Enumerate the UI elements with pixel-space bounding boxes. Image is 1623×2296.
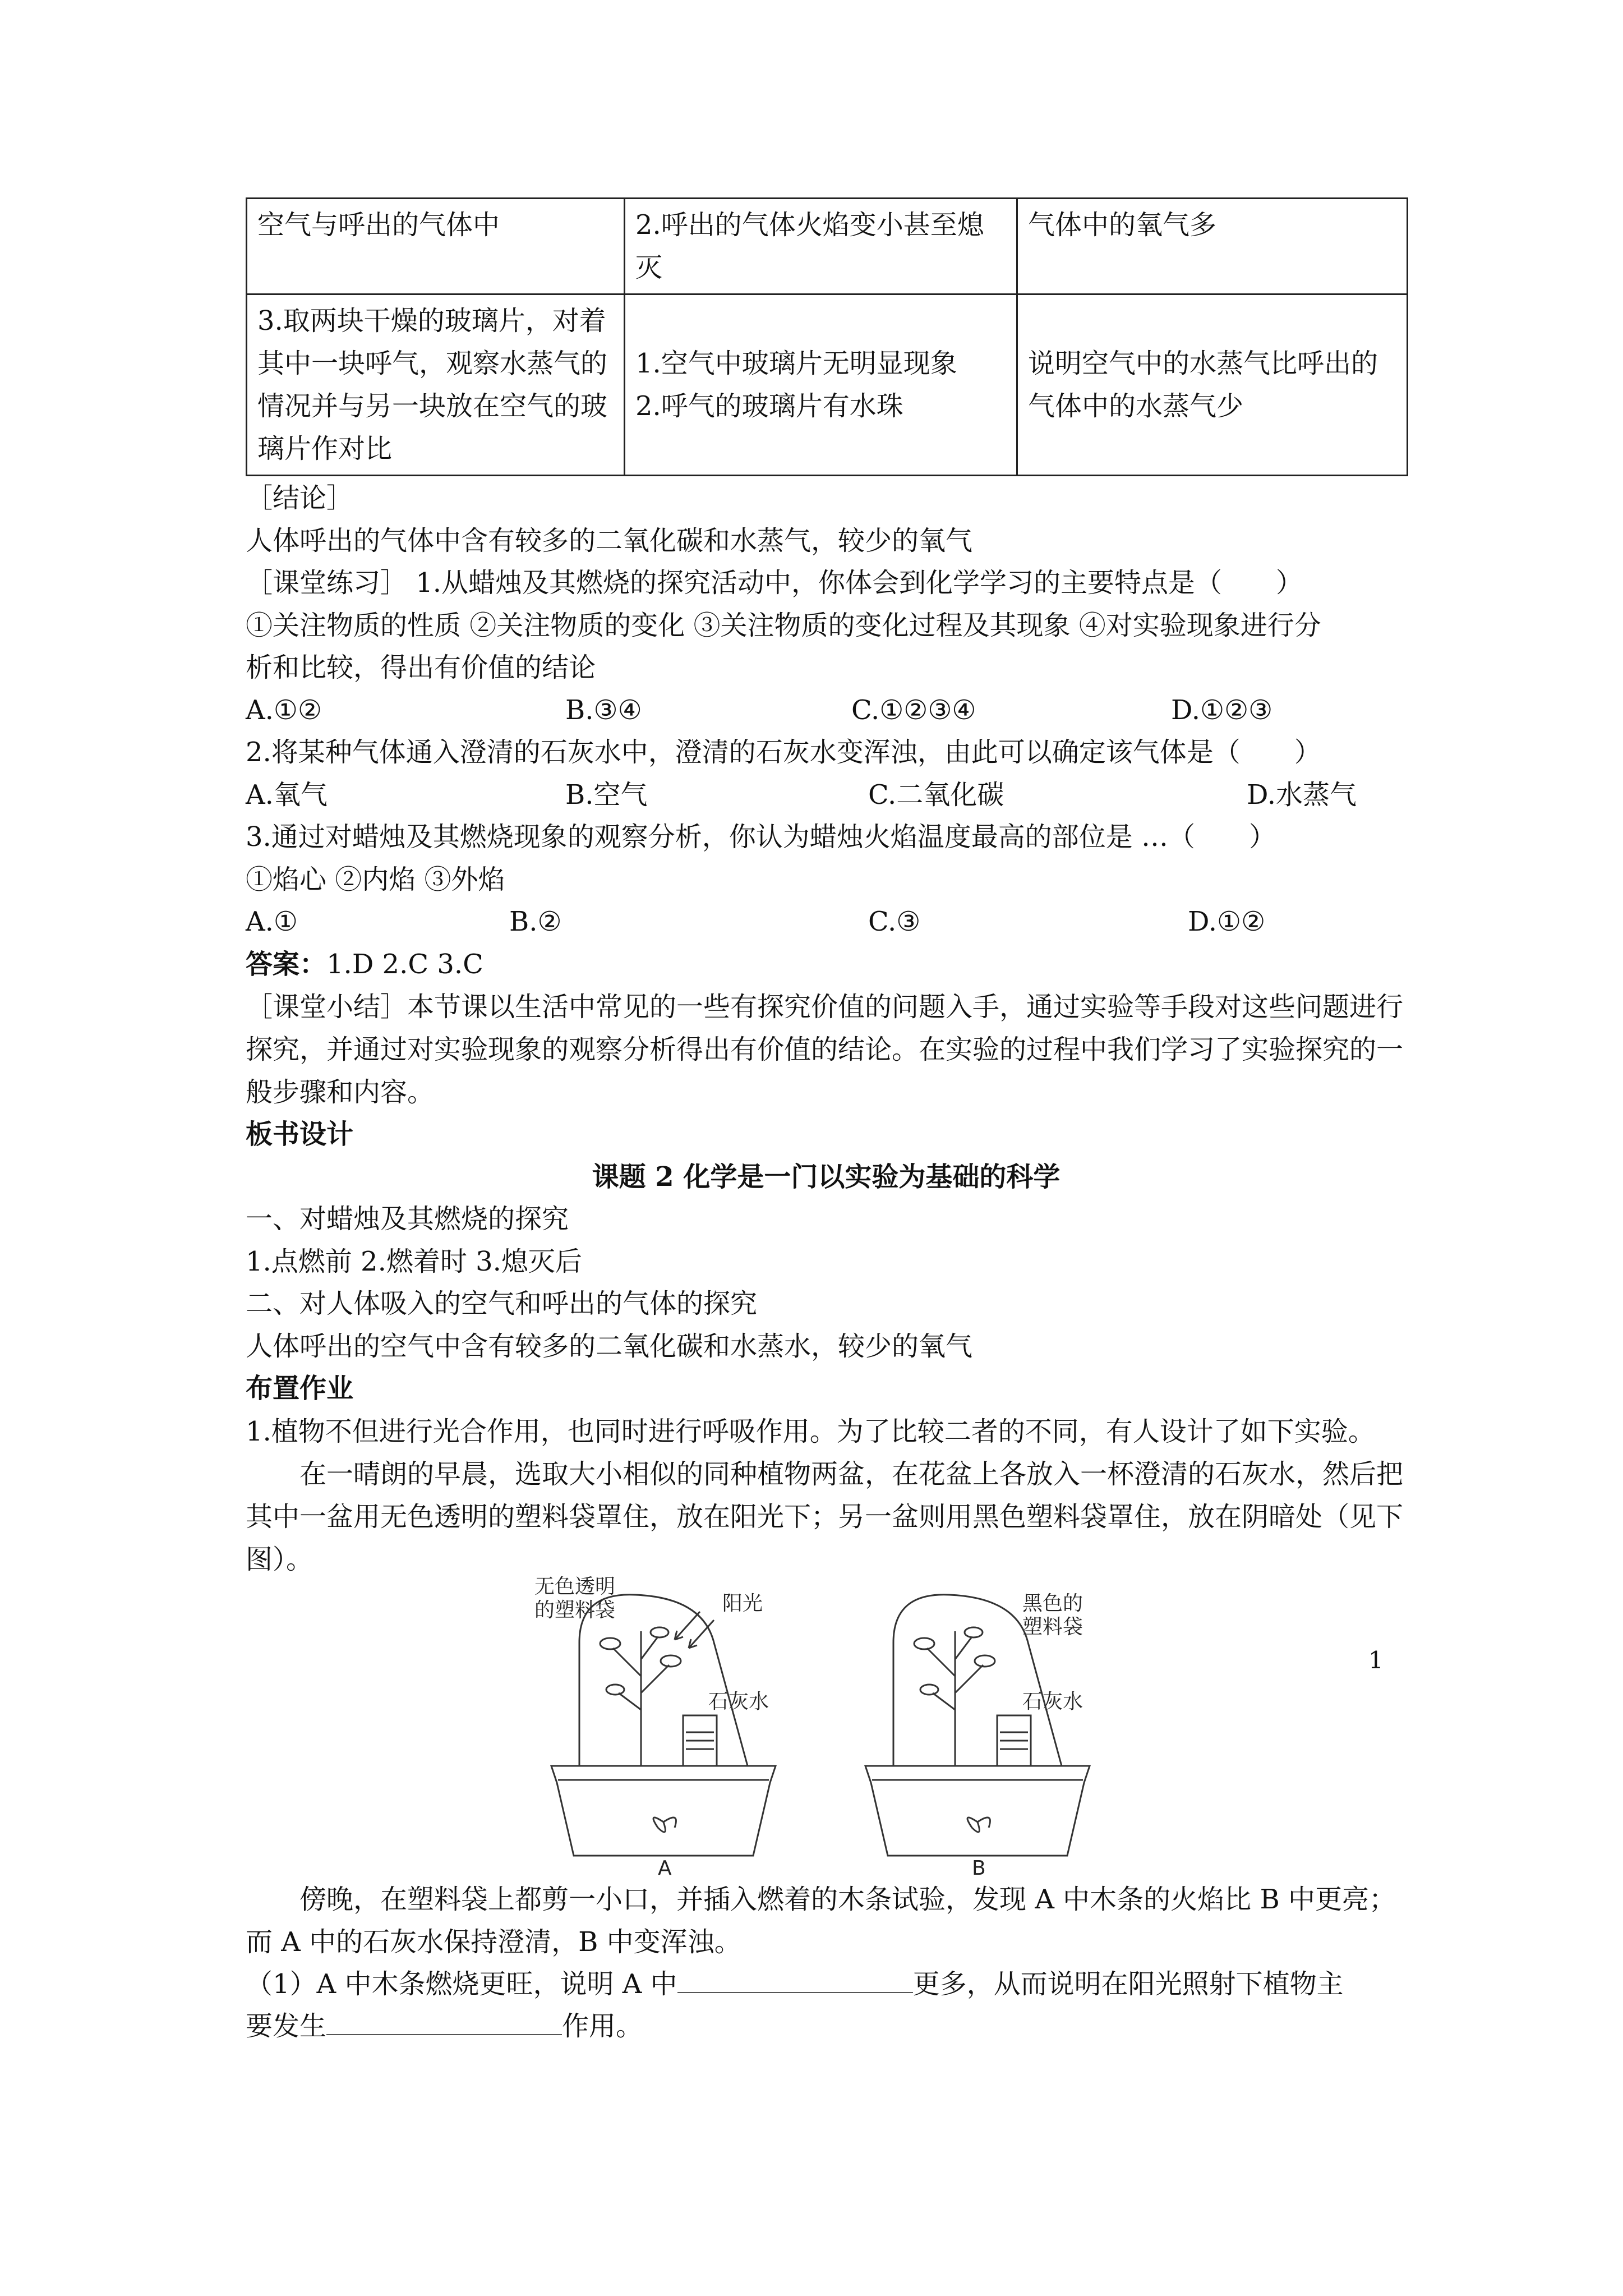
board-section-1: 一、对蜡烛及其燃烧的探究 [246, 1203, 569, 1235]
board-section-2-text: 人体呼出的空气中含有较多的二氧化碳和水蒸水，较少的氧气 [246, 1330, 973, 1362]
option: D.①②③ [1171, 694, 1273, 726]
caption-a: A [658, 1856, 672, 1880]
option: D.水蒸气 [1247, 779, 1357, 811]
table-cell: 说明空气中的水蒸气比呼出的气体中的水蒸气少 [1017, 295, 1408, 476]
clear-bag-label [534, 1575, 615, 1622]
bag-tie [653, 1818, 676, 1832]
homework-q1-intro: 1.植物不但进行光合作用，也同时进行呼吸作用。为了比较二者的不同，有人设计了如下实验。 [246, 1415, 1375, 1447]
practice-q1-stem: ［课堂练习］ 1.从蜡烛及其燃烧的探究活动中，你体会到化学学习的主要特点是（ ） [246, 567, 1303, 599]
leaf [661, 1655, 681, 1667]
practice-q3-options [246, 901, 1407, 944]
practice-q2-stem: 2.将某种气体通入澄清的石灰水中，澄清的石灰水变浑浊，由此可以确定该气体是（ ） [246, 737, 1321, 768]
answer-blank[interactable] [677, 1964, 913, 1993]
sun-arrowheads [675, 1631, 697, 1648]
answer-text: 1.D 2.C 3.C [326, 948, 483, 980]
table-cell: 2.呼出的气体火焰变小甚至熄灭 [625, 199, 1017, 295]
document-body [246, 197, 1407, 2048]
board-section-1-items: 1.点燃前 2.燃着时 3.熄灭后 [246, 1245, 582, 1277]
leaf [975, 1655, 995, 1667]
option: C.①②③④ [851, 694, 976, 726]
label-line: 的塑料袋 [534, 1598, 616, 1622]
question-text: 更多，从而说明在阳光照射下植物主 [912, 1968, 1344, 2000]
conclusion-text: 人体呼出的气体中含有较多的二氧化碳和水蒸气，较少的氧气 [246, 524, 973, 556]
table-cell: 空气与呼出的气体中 [247, 199, 625, 295]
answer-line [246, 944, 1407, 986]
leaf [651, 1627, 668, 1637]
limewater-liquid [1000, 1732, 1028, 1749]
black-bag-label [1022, 1592, 1083, 1639]
option: A.① [246, 906, 298, 937]
option: C.③ [868, 906, 921, 937]
practice-q1-items-cont: 析和比较，得出有价值的结论 [246, 652, 596, 683]
question-text: 要发生 [246, 2010, 327, 2042]
question-text: （1）A 中木条燃烧更旺，说明 A 中 [246, 1968, 677, 2000]
option: B.② [509, 906, 562, 937]
experiment-table [246, 197, 1408, 476]
cell-line: 2.呼气的玻璃片有水珠 [635, 390, 903, 422]
table-row [247, 199, 1408, 295]
label-line: 塑料袋 [1022, 1615, 1083, 1639]
leaf [600, 1638, 620, 1649]
option: A.氧气 [246, 779, 328, 811]
option: A.①② [246, 694, 322, 726]
limewater-label-b: 石灰水 [1022, 1690, 1083, 1713]
option: D.①② [1188, 906, 1266, 937]
sunlight-label: 阳光 [722, 1591, 763, 1615]
leaf [920, 1685, 938, 1695]
page-number: 1 [1368, 1646, 1384, 1674]
board-title: 课题 2 化学是一门以实验为基础的科学 [592, 1161, 1061, 1193]
practice-q1-items: ①关注物质的性质 ②关注物质的变化 ③关注物质的变化过程及其现象 ④对实验现象进行分 [246, 609, 1321, 641]
practice-q1-options [246, 689, 1407, 732]
answer-blank[interactable] [326, 2006, 562, 2035]
homework-heading: 布置作业 [246, 1373, 354, 1404]
limewater-liquid [686, 1732, 714, 1749]
question-text: 作用。 [562, 2010, 643, 2042]
cell-line: 1.空气中玻璃片无明显现象 [635, 348, 957, 379]
leaf [965, 1627, 983, 1637]
answer-label: 答案： [246, 948, 327, 980]
table-cell: 气体中的氧气多 [1017, 199, 1408, 295]
table-cell: 3.取两块干燥的玻璃片，对着其中一块呼气，观察水蒸气的情况并与另一块放在空气的玻璃片作对比 [247, 295, 625, 476]
plant-diagram [411, 1581, 1241, 1878]
leaf [606, 1685, 624, 1695]
leaf [914, 1638, 934, 1649]
board-section-2: 二、对人体吸入的空气和呼出的气体的探究 [246, 1288, 758, 1319]
option: C.二氧化碳 [868, 779, 1004, 811]
homework-sub1-line1 [246, 1963, 1407, 2006]
board-heading: 板书设计 [246, 1119, 354, 1150]
table-cell [625, 295, 1017, 476]
practice-q2-options [246, 774, 1407, 817]
homework-sub1-line2 [246, 2005, 1407, 2048]
label-line: 黑色的 [1022, 1591, 1083, 1615]
homework-q1-result: 傍晚，在塑料袋上都剪一小口，并插入燃着的木条试验，发现 A 中木条的火焰比 B 中更亮；而 A 中的石灰水保持澄清，B 中变浑浊。 [246, 1883, 1396, 1958]
practice-q3-items: ①焰心 ②内焰 ③外焰 [246, 863, 505, 895]
practice-q3-stem: 3.通过对蜡烛及其燃烧现象的观察分析，你认为蜡烛火焰温度最高的部位是 …（ ） [246, 821, 1276, 853]
caption-b: B [972, 1856, 986, 1880]
limewater-label-a: 石灰水 [708, 1690, 769, 1713]
homework-q1-setup: 在一晴朗的早晨，选取大小相似的同种植物两盆，在花盆上各放入一杯澄清的石灰水，然后把其中一盆用无色透明的塑料袋罩住，放在阳光下；另一盆则用黑色塑料袋罩住，放在阴暗处（见下图）。 [246, 1458, 1404, 1575]
option: B.空气 [565, 779, 648, 811]
label-line: 无色透明 [534, 1575, 616, 1598]
conclusion-heading: ［结论］ [246, 482, 354, 514]
experiment-figure [411, 1575, 1241, 1880]
setup-a [551, 1591, 776, 1855]
bag-tie [967, 1818, 990, 1832]
option: B.③④ [565, 694, 642, 726]
class-summary: ［课堂小结］本节课以生活中常见的一些有探究价值的问题入手，通过实验等手段对这些问题进行探究，并通过对实验现象的观察分析得出有价值的结论。在实验的过程中我们学习了实验探究的一般步骤和内容。 [246, 991, 1404, 1108]
sun-rays [675, 1612, 714, 1648]
table-row [247, 295, 1408, 476]
